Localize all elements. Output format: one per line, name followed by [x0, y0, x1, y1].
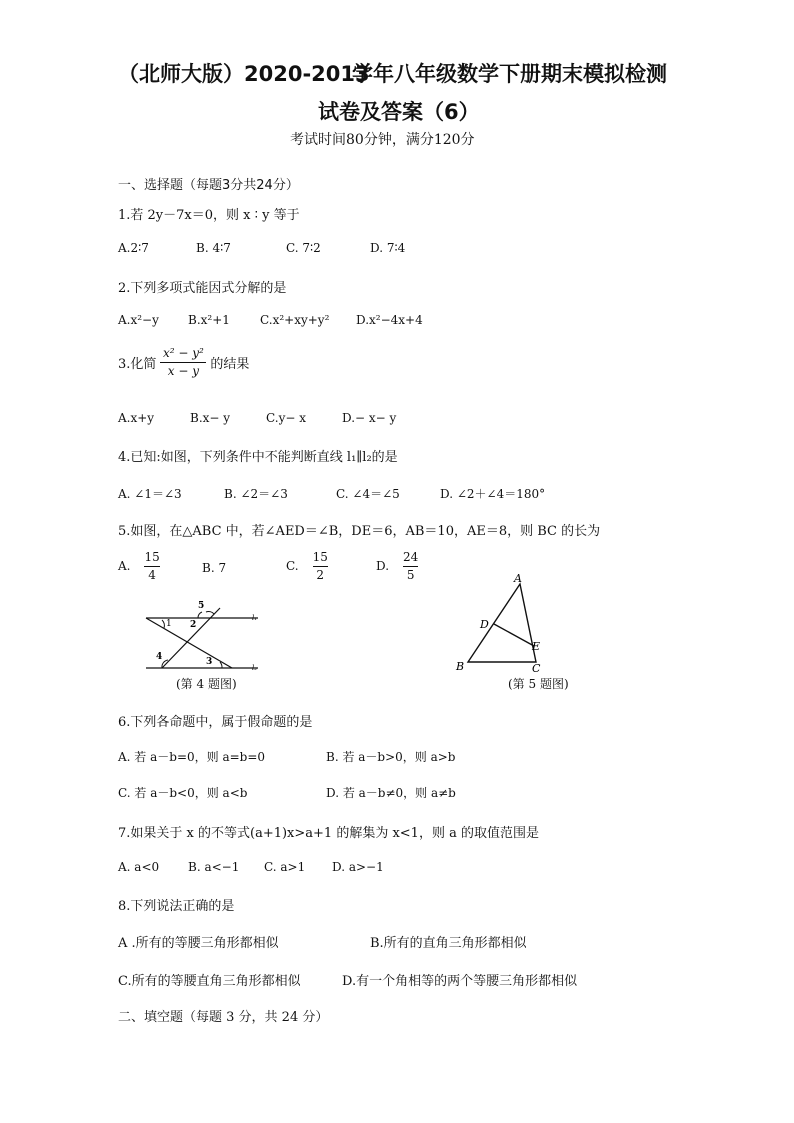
fig4-label-5: 5: [198, 601, 205, 611]
q5-option-a-num: 15: [144, 550, 160, 564]
q3-stem-suffix: 的结果: [210, 356, 250, 372]
q7-option-d: D. a>−1: [332, 860, 384, 874]
q2-option-d: D.x²−4x+4: [356, 313, 423, 327]
title-line2: 试卷及答案（6）: [318, 100, 480, 124]
q6-option-b: B. 若 a－b>0，则 a>b: [326, 750, 456, 764]
q1-stem: 1.若 2y－7x＝0，则 x ∶ y 等于: [118, 208, 300, 223]
q5-option-a: [118, 551, 160, 581]
q7-stem: 7.如果关于 x 的不等式(a+1)x>a+1 的解集为 x<1，则 a 的取值范围是: [118, 826, 539, 841]
angle-5-arc: [206, 611, 214, 614]
q3-option-c: C.y− x: [266, 411, 306, 425]
q5-option-c-label: C.: [286, 559, 299, 574]
angle-2-arc: [198, 612, 202, 618]
q6-option-d: D. 若 a－b≠0，则 a≠b: [326, 786, 456, 800]
q3-fraction-denominator: x − y: [167, 363, 200, 378]
q3-fraction: [160, 347, 206, 377]
q6-option-c: C. 若 a－b<0，则 a<b: [118, 786, 248, 800]
fig4-label-4: 4: [156, 652, 163, 662]
fig4-label-l2: l₂: [252, 664, 258, 672]
q5-stem: 5.如图，在△ABC 中，若∠AED＝∠B，DE＝6，AB＝10，AE＝8，则 BC 的长为: [118, 524, 601, 539]
q1-option-a: A.2∶7: [118, 241, 149, 255]
fig4-label-2: 2: [190, 620, 197, 630]
title-line1-left: （北师大版）2020-2013: [118, 62, 370, 86]
fig4-label-l1: l₁: [252, 614, 258, 622]
figure-4-caption: (第 4 题图): [176, 677, 237, 691]
q2-stem: 2.下列多项式能因式分解的是: [118, 281, 287, 296]
section2-heading: 二、填空题（每题 3 分，共 24 分）: [118, 1010, 329, 1025]
q3-option-a: A.x+y: [118, 411, 155, 425]
q6-option-a: A. 若 a－b=0，则 a=b=0: [118, 750, 266, 764]
q7-option-a: A. a<0: [118, 860, 160, 874]
q4-option-d: D. ∠2＋∠4＝180°: [440, 487, 546, 501]
q3-stem-prefix: 3.化简: [118, 356, 157, 372]
q8-option-b: B.所有的直角三角形都相似: [370, 936, 527, 951]
q7-option-c: C. a>1: [264, 860, 306, 874]
q5-option-d-num: 24: [403, 550, 419, 564]
fig4-label-3: 3: [206, 657, 213, 667]
q3-fraction-numerator: x² − y²: [162, 346, 204, 360]
q4-option-c: C. ∠4＝∠5: [336, 487, 400, 501]
q8-option-d: D.有一个角相等的两个等腰三角形都相似: [342, 974, 578, 989]
q8-option-a: A .所有的等腰三角形都相似: [118, 936, 279, 951]
angle-3-arc: [220, 662, 222, 668]
q5-option-a-label: A.: [118, 559, 131, 574]
q2-option-a: A.x²−y: [118, 313, 159, 327]
q4-option-b: B. ∠2＝∠3: [224, 487, 288, 501]
q5-option-b: B. 7: [202, 561, 227, 575]
figure-5: [452, 570, 562, 676]
q1-option-b: B. 4∶7: [196, 241, 231, 255]
q3-option-d: D.− x− y: [342, 411, 397, 425]
segment-de: [494, 624, 534, 646]
fig5-label-e: E: [532, 640, 541, 653]
q6-stem: 6.下列各命题中，属于假命题的是: [118, 715, 313, 730]
title-line1-right: 学年八年级数学下册期末模拟检测: [352, 62, 667, 86]
fig5-label-d: D: [480, 618, 489, 631]
angle-1-arc: [162, 620, 164, 628]
fig5-label-a: A: [514, 572, 522, 585]
q1-option-d: D. 7∶4: [370, 241, 406, 255]
figure-4: [140, 596, 270, 676]
q5-option-c: [286, 551, 328, 581]
q1-option-c: C. 7∶2: [286, 241, 321, 255]
q7-option-b: B. a<−1: [188, 860, 240, 874]
q3-option-b: B.x− y: [190, 411, 231, 425]
q4-stem: 4.已知:如图，下列条件中不能判断直线 l₁∥l₂的是: [118, 450, 398, 465]
section1-heading: 一、选择题（每题3分共24分）: [118, 178, 299, 193]
q3-stem: [118, 347, 249, 377]
q2-option-c: C.x²+xy+y²: [260, 313, 330, 327]
exam-info: 考试时间80分钟，满分120分: [290, 132, 475, 148]
q5-option-c-num: 15: [312, 550, 328, 564]
q5-option-d-den: 5: [406, 567, 415, 582]
q5-option-c-den: 2: [316, 567, 325, 582]
q8-stem: 8.下列说法正确的是: [118, 899, 235, 914]
q2-option-b: B.x²+1: [188, 313, 230, 327]
q5-option-d: [376, 551, 418, 581]
q4-option-a: A. ∠1＝∠3: [118, 487, 182, 501]
q5-option-d-label: D.: [376, 559, 390, 574]
q5-option-a-den: 4: [148, 567, 156, 582]
fig5-label-b: B: [456, 660, 465, 673]
triangle-abc: [468, 584, 536, 662]
q8-option-c: C.所有的等腰直角三角形都相似: [118, 974, 301, 989]
figure-5-caption: (第 5 题图): [508, 677, 569, 691]
fig5-label-c: C: [532, 662, 541, 675]
fig4-label-1: 1: [166, 619, 172, 629]
